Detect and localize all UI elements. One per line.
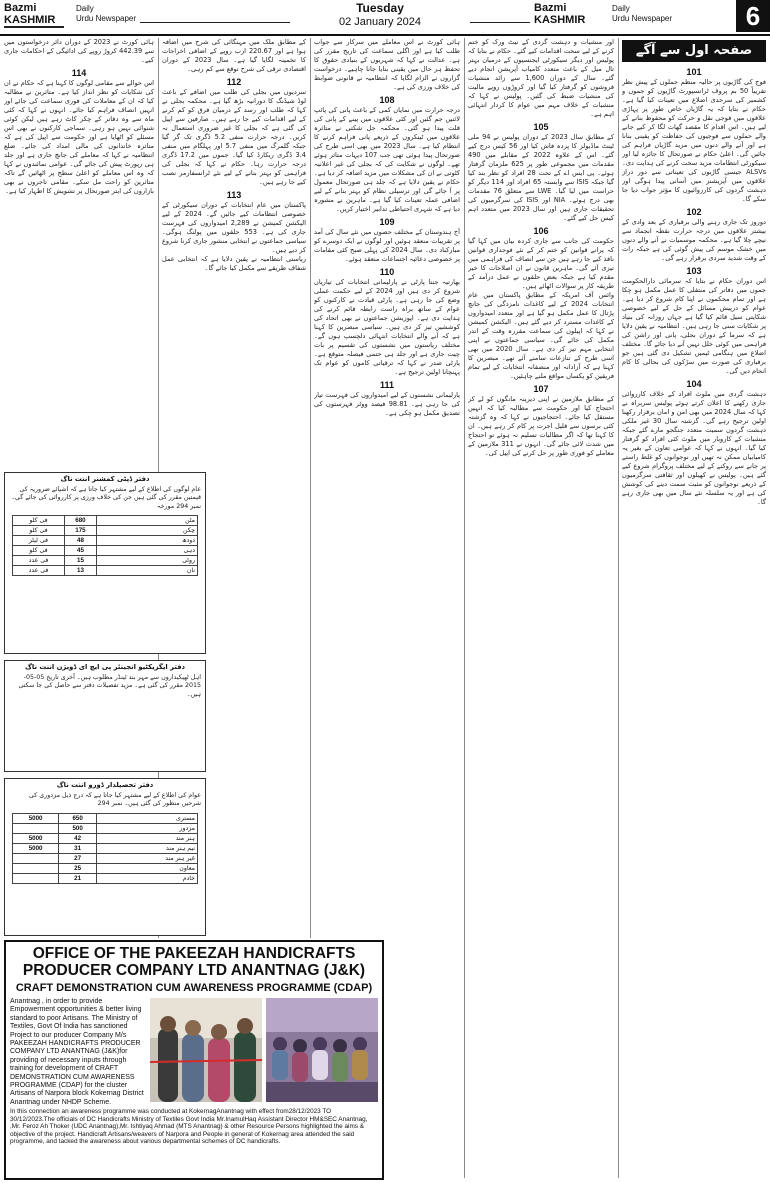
item-rate: 45 (64, 546, 96, 556)
article-number: 103 (686, 266, 702, 276)
column-divider (618, 38, 619, 1178)
table-row (13, 566, 198, 576)
article-continued (162, 255, 306, 273)
item-name: دودھ (97, 536, 198, 546)
left-sub-line1: Daily (76, 4, 94, 13)
item-unit: فی کلو (13, 516, 65, 526)
table-row (13, 536, 198, 546)
article-text: حکومت کی جانب سے جاری کردہ بیان میں کہا گیا کہ پرانے قوانین کو ختم کر کے نئے فوجداری قوانین نافذ کیے جا رہے ہیں جن سے انصاف کی فراہمی میں تیزی آئے گی۔ ماہرین قانون نے ان اصلاحات کا خیر مقدم کیا ہے جبکہ بعض حلقوں نے عمل درآمد کے طریقہ کار پر سوالات اٹھائے ہیں۔ (468, 237, 614, 290)
article-114 (4, 68, 154, 196)
article-102 (622, 207, 766, 263)
article-number: 102 (686, 207, 702, 217)
article-113 (162, 190, 306, 255)
article-number: 101 (686, 67, 702, 77)
ad-footer: In this connection an awareness programme was conducted at KokernagAnantnag with effect from28/12/2023 TO 30/12/2023.The officials of DC Handicrafts Ministry of Textiles Govt India Mr.InamulHaq Assistant Director HM&SEC Anantnag, ,Mr. Feroz Ah Thoker (UDC Anantnag),Mr. Ishtiyaq Ahmad (MTS Anantnag) & other Resource Persons highlighted the aims & objective of the project. Handicraft Artisans/weavers of Narpora and People in general of Kokernag area attended the said programme, and tacked the awareness about various departmental schemes of DC handicrafts. (10, 1108, 368, 1146)
left-header-rule (140, 22, 290, 23)
item-extra (13, 823, 59, 833)
right-logo (534, 2, 585, 26)
item-name: روٹی (97, 556, 198, 566)
item-name: ہنر مند (97, 833, 198, 843)
section-banner: صفحہ اول سے آگے (622, 40, 766, 62)
item-extra: 5000 (13, 843, 59, 853)
article-text: فوج کی گاڑیوں پر حالیہ منظم حملوں کے پیش نظر تقریباً 50 بم پروف ٹرانسپورٹ گاڑیوں کو جموں و کشمیر کی سرحدی اضلاع میں تعینات کیا گیا ہے۔ حکام نے بتایا کہ یہ گاڑیاں خاص طور پر پہاڑی علاقوں میں فوجی نقل و حرکت کو محفوظ بنانے کے لیے ہیں۔ اس اقدام کا مقصد گھات لگا کر کیے جانے والے حملوں سے فوجیوں کی حفاظت کو یقینی بنانا ہے اور آنے والے دنوں میں مزید گاڑیاں فراہم کی جائیں گی۔ اعلیٰ حکام نے صورتحال کا جائزہ لیا اور سیکورٹی انتظامات مزید سخت کرنے کی ہدایت دی۔ ALSVs جیسی گاڑیوں کی تعیناتی سے دور دراز علاقوں میں آپریشنز میں آسانی پیدا ہوگی اور دہشت گردوں کی کارروائیوں کا مؤثر جواب دیا جا سکے گا۔ (622, 78, 766, 203)
article-text: ہائی کورٹ نے اس معاملے میں سرکار سے جواب طلب کیا ہے اور اگلی سماعت کی تاریخ مقرر کی ہے۔ عدالت نے کہا کہ شہریوں کے بنیادی حقوق کا تحفظ ہر حال میں یقینی بنایا جانا چاہیے۔ درخواست گزاروں نے الزام لگایا کہ انتظامیہ نے قانونی ضوابط کی خلاف ورزی کی ہے۔ (314, 38, 460, 91)
left-logo-line1: Bazmi (4, 2, 37, 14)
item-unit: فی لیٹر (13, 536, 65, 546)
column-2 (468, 38, 614, 1178)
article-number: 107 (533, 384, 549, 394)
table-row (13, 556, 198, 566)
issue-day: Tuesday (356, 1, 404, 15)
item-rate: 42 (59, 833, 97, 843)
notice-title: دفتر تحصیلدار ڈورو اننت ناگ (56, 781, 154, 789)
article-text: بھارتیہ جنتا پارٹی نے پارلیمانی انتخابات کی تیاریاں شروع کر دی ہیں اور 2024 کے لیے حکمت عملی وضع کی جا رہی ہے۔ پارٹی قیادت نے کارکنوں کو عوام کے ساتھ براہ راست رابطہ قائم کرنے کی ہدایت دی ہے۔ اپوزیشن جماعتوں نے بھی اتحاد کی کوششیں تیز کر دی ہیں۔ سیاسی مبصرین کا کہنا ہے کہ آنے والے انتخابات انتہائی دلچسپ ہوں گے۔ مختلف ریاستوں میں نشستوں کی تقسیم پر بات چیت جاری ہے اور جلد ہی حتمی فیصلہ متوقع ہے۔ پارٹی صدر نے کہا کہ ترقیاتی کاموں کو عوام تک پہنچانا اولین ترجیح ہے۔ (314, 278, 460, 376)
notice-price-list (4, 472, 206, 654)
item-rate: 15 (64, 556, 96, 566)
item-name: نان (97, 566, 198, 576)
article-104 (622, 379, 766, 507)
article-text: اور منشیات و دہشت گردی کے نیٹ ورک کو ختم کرنے کے لیے سخت اقدامات کیے گئے۔ حکام نے بتایا کہ پولیس اور دیگر سیکورٹی ایجنسیوں کے درمیان بہتر تال میل کے باعث متعدد کامیاب آپریشن انجام دیے گئے۔ سال کے دوران 1,600 سے زائد منشیات فروشوں کو گرفتار کیا گیا اور کروڑوں روپے مالیت کی منشیات ضبط کی گئیں۔ پولیس نے کہا کہ منشیات کے خلاف مہم میں عوام کا کردار انتہائی اہم ہے۔ (468, 38, 614, 118)
right-subtitle (612, 4, 672, 24)
price-table (12, 515, 198, 576)
item-extra (13, 853, 59, 863)
article-number: 113 (226, 190, 242, 200)
article-text: دہشت گردی میں ملوث افراد کے خلاف کارروائی جاری رکھنے کا اعلان کرتے ہوئے پولیس سربراہ نے کہا کہ سال 2024 میں بھی امن و امان برقرار رکھنا اولین ترجیح رہے گی۔ گزشتہ سال 30 غیر ملکی دہشت گردوں سمیت متعدد جنگجو مارے گئے جبکہ منشیات کے کاروبار میں ملوث کئی افراد کو گرفتار کیا گیا۔ انہوں نے کہا کہ عوامی تعاون کے بغیر یہ کامیابیاں ممکن نہ تھیں اور نوجوانوں کو غلط راستے پر جانے سے روکنے کے لیے مختلف پروگرام شروع کیے گئے ہیں۔ پولیس نے کھیلوں اور ثقافتی سرگرمیوں کے ذریعے نوجوانوں کو مثبت سمت دینے کی کوشش کی ہے اور یہ سلسلہ نئے سال میں بھی جاری رہے گا۔ (622, 390, 766, 506)
article-number: 114 (71, 68, 87, 78)
article-number: 108 (379, 95, 395, 105)
ad-subtitle: CRAFT DEMONSTRATION CUM AWARENESS PROGRAMME (CDAP) (15, 982, 373, 994)
article-text: وائس آف امریکہ کے مطابق پاکستان میں عام انتخابات 2024 کے لیے کاغذات نامزدگی کی جانچ پڑتال کا عمل مکمل ہو گیا ہے اور متعدد امیدواروں کے کاغذات مسترد کر دیے گئے ہیں۔ الیکشن کمیشن نے کہا کہ اپیلوں کی سماعت مقررہ وقت کے اندر مکمل کی جائے گی۔ سیاسی جماعتوں نے اپنی انتخابی مہم تیز کر دی ہے۔ سال 2020 میں بھی اسی طرح کے تنازعات سامنے آئے تھے۔ مبصرین کا کہنا ہے کہ آزادانہ اور منصفانہ انتخابات کے لیے تمام فریقین کو یکساں مواقع ملنے چاہئیں۔ (468, 291, 614, 380)
item-extra: 5000 (13, 833, 59, 843)
table-row (13, 873, 198, 883)
notice-tender (4, 660, 206, 772)
article-101 (622, 67, 766, 204)
ad-title: OFFICE OF THE PAKEEZAH HANDICRAFTS PRODUCER COMPANY LTD ANANTNAG (J&K) (22, 945, 366, 979)
notice-body: عوام کی اطلاع کے لیے مشتہر کیا جاتا ہے کہ درج ذیل مزدوری کی شرحیں منظور کی گئی ہیں۔ نمبر 294 (29, 792, 201, 808)
column-1 (622, 64, 766, 1176)
article-number: 106 (533, 226, 549, 236)
item-unit: فی کلو (13, 546, 65, 556)
article-number: 111 (379, 380, 395, 390)
article-103 (622, 266, 766, 376)
item-extra (13, 873, 59, 883)
article-text: ریاستی انتظامیہ نے یقین دلایا ہے کہ انتخابی عمل شفاف طریقے سے مکمل کیا جائے گا۔ (162, 255, 306, 272)
right-sub-line1: Daily (612, 4, 630, 13)
table-row (13, 843, 198, 853)
item-rate: 680 (64, 516, 96, 526)
item-rate: 31 (59, 843, 97, 853)
article-112 (162, 77, 306, 187)
table-row (13, 546, 198, 556)
ad-photo-audience (266, 998, 378, 1102)
table-row (13, 853, 198, 863)
article-text: ہائی کورٹ نے 2023 کے دوران دائر درخواستوں میں سے 442.39 کروڑ روپے کی ادائیگی کے احکامات جاری کیے۔ (4, 38, 154, 64)
item-rate: 650 (59, 813, 97, 823)
article-text: کے مطابق ملک میں مہنگائی کی شرح میں اضافہ ہوا ہے اور 220.67 ارب روپے کے اضافی اخراجات کا تخمینہ لگایا گیا ہے۔ سال 2023 کے دوران اقتصادی ترقی کی شرح توقع سے کم رہی۔ (162, 38, 306, 73)
article-continued (314, 38, 460, 92)
article-text: اس دوران حکام نے بتایا کہ سرمائی دارالحکومت جموں میں دفاتر کی منتقلی کا عمل مکمل ہو چکا ہے اور تمام محکموں نے اپنا کام شروع کر دیا ہے۔ عوام کو درپیش مسائل کے حل کے لیے خصوصی شکایتی سیل قائم کیا گیا ہے جہاں روزانہ کی بنیاد پر شکایات سنی جا رہی ہیں۔ انتظامیہ نے یقین دلایا ہے کہ سرما کے دوران بجلی، پانی اور راشن کی فراہمی میں کوئی خلل نہیں آنے دیا جائے گا۔ مختلف اضلاع میں ہنگامی ٹیمیں تشکیل دی گئی ہیں جو برفباری کی صورت میں سڑکوں کی بحالی کا کام انجام دیں گی۔ (622, 277, 766, 375)
table-row (13, 833, 198, 843)
article-continued (468, 291, 614, 381)
item-name: خادم (97, 873, 198, 883)
item-name: مٹن (97, 516, 198, 526)
article-108 (314, 95, 460, 214)
column-divider (464, 38, 465, 1178)
article-text: کے مطابق سال 2023 کے دوران پولیس نے 94 ملی ٹینٹ ماڈیولز کا پردہ فاش کیا اور 56 کیس درج کیے گئے۔ اس کے علاوہ 2022 کے مقابلے میں 490 مقدمات میں مجموعی طور پر 625 ملزمان گرفتار ہوئے۔ پی ایس اے کے تحت 28 افراد کو نظر بند کیا گیا جبکہ ISIS سے وابستہ 65 افراد اور 114 دیگر کو حراست میں لیا گیا۔ LWE سے متعلق 76 مقدمات بھی درج ہوئے۔ NIA اور ISIS کی سرگرمیوں کی تحقیقات جاری ہیں اور سال 2023 میں متعدد اہم کیس حل کیے گئے۔ (468, 133, 614, 222)
article-text: کے مطابق ملازمین نے اپنی دیرینہ مانگوں کو لے کر احتجاج کیا اور حکومت سے مطالبہ کیا کہ انہیں مستقل کیا جائے۔ احتجاجیوں نے کہا کہ وہ گزشتہ کئی برسوں سے قلیل اجرت پر کام کر رہے ہیں۔ ان کا کہنا تھا کہ اگر مطالبات تسلیم نہ ہوئے تو احتجاج میں شدت لائی جائے گی۔ انہوں نے 311 ملازمین کے معاملے کو فوری طور پر حل کرنے کی اپیل کی۔ (468, 395, 614, 457)
item-extra: 5000 (13, 813, 59, 823)
right-logo-line2: KASHMIR (534, 14, 586, 26)
article-105 (468, 122, 614, 223)
article-continued (4, 38, 154, 65)
item-name: نیم ہنر مند (97, 843, 198, 853)
item-name: مستری (97, 813, 198, 823)
issue-date: 02 January 2024 (339, 16, 421, 28)
item-unit: فی کلو (13, 526, 65, 536)
table-row (13, 823, 198, 833)
item-rate: 500 (59, 823, 97, 833)
handicrafts-advertisement (4, 940, 384, 1180)
article-text: اس حوالے سے مقامی لوگوں کا کہنا ہے کہ حکام نے ان کی شکایات کو نظر انداز کیا ہے۔ متاثرین نے مطالبہ کیا کہ ان کے معاملات کی فوری سماعت کی جائے اور انہیں انصاف فراہم کیا جائے۔ انہوں نے کہا کہ کئی ماہ سے وہ دفاتر کے چکر کاٹ رہے ہیں لیکن کوئی شنوائی نہیں ہو رہی۔ سماجی کارکنوں نے بھی اس مسئلے کو اٹھایا ہے اور حکومت سے اپیل کی ہے کہ متاثرہ خاندانوں کی مالی امداد کی جائے۔ ضلع انتظامیہ نے کہا کہ معاملے کی جانچ جاری ہے اور جلد ہی رپورٹ پیش کی جائے گی۔ عوامی نمائندوں نے کہا کہ وہ اس معاملے کو اعلیٰ سطح پر اٹھائیں گے تاکہ متاثرین کو راحت مل سکے۔ مقامی تاجروں نے بھی بازاروں کی ابتر صورتحال پر تشویش کا اظہار کیا ہے۔ (4, 79, 154, 195)
right-header-rule (470, 22, 530, 23)
article-text: دوروز تک جاری رہنے والی برفباری کے بعد وادی کے بیشتر علاقوں میں درجہ حرارت نقطہ انجماد سے نیچے چلا گیا ہے۔ محکمہ موسمیات نے آنے والے دنوں میں خشک موسم کی پیش گوئی کی ہے جبکہ رات کے وقت شدید سردی برقرار رہے گی۔ (622, 218, 766, 262)
item-rate: 27 (59, 853, 97, 863)
article-107 (468, 384, 614, 458)
left-logo-line2: KASHMIR (4, 14, 56, 26)
article-number: 109 (379, 217, 395, 227)
right-logo-line1: Bazmi (534, 2, 567, 14)
article-109 (314, 217, 460, 264)
item-name: غیر ہنر مند (97, 853, 198, 863)
item-name: مزدور (97, 823, 198, 833)
article-text: درجہ حرارت میں نمایاں کمی کے باعث پانی کی پائپ لائنیں جم گئیں اور کئی علاقوں میں پینے کے پانی کی قلت پیدا ہو گئی۔ محکمہ جل شکتی نے متاثرہ علاقوں میں ٹینکروں کے ذریعے پانی فراہم کرنے کا انتظام کیا ہے۔ سال 2023 میں بھی اسی طرح کی صورتحال پیدا ہوئی تھی جب 107 دیہات متاثر ہوئے تھے۔ لوگوں نے شکایت کی کہ بجلی کی غیر اعلانیہ کٹوتی نے ان کی مشکلات میں مزید اضافہ کر دیا ہے۔ حکام نے یقین دلایا ہے کہ جلد ہی صورتحال معمول پر آ جائے گی اور ترسیلی نظام کو بہتر بنانے کے لیے اضافی عملہ تعینات کیا گیا ہے۔ ماہرین نے مشورہ دیا ہے کہ شہری احتیاطی تدابیر اختیار کریں۔ (314, 106, 460, 213)
article-continued (162, 38, 306, 74)
item-name: چکن (97, 526, 198, 536)
item-rate: 175 (64, 526, 96, 536)
notice-wage-rates (4, 778, 206, 936)
item-rate: 25 (59, 863, 97, 873)
ad-body: Anantnag , in order to provide Empowerment opportunities & better living standard to poor Artisans. The Ministry of Textiles, Govt Of India has sanctioned Project to our producer Company M/s PAKEEZAH HANDICRAFTS PRODUCER COMPANY LTD ANANTNAG (J&K)for providing of necessary inputs through training for development of CRAFT DEMONSTRATION CUM AWARENESS PROGRAMME (CDAP) for the cluster Artisans of Narpora block Kokernag District Anantnag under NHDP Scheme. (10, 998, 144, 1106)
column-divider (310, 38, 311, 938)
article-text: پارلیمانی نشستوں کے لیے امیدواروں کی فہرست تیار کی جا رہی ہے۔ 98.81 فیصد ووٹر فہرستوں کی تصدیق مکمل ہو چکی ہے۔ (314, 391, 460, 417)
item-rate: 48 (64, 536, 96, 546)
right-sub-line2: Urdu Newspaper (612, 14, 673, 23)
item-extra (13, 863, 59, 873)
item-unit: فی عدد (13, 566, 65, 576)
article-text: سردیوں میں بجلی کی طلب میں اضافے کے باعث لوڈ شیڈنگ کا دورانیہ بڑھ گیا ہے۔ محکمہ بجلی نے کہا کہ طلب اور رسد کے درمیان فرق کو کم کرنے کے لیے اقدامات کیے جا رہے ہیں۔ صارفین سے اپیل کی گئی ہے کہ بجلی کا غیر ضروری استعمال نہ کریں۔ درجہ حرارت منفی 5.2 ڈگری تک گر گیا جبکہ گلمرگ میں منفی 5.7 اور پہلگام میں منفی 3.4 ڈگری ریکارڈ کیا گیا۔ جموں میں 17.2 ڈگری درجہ حرارت رہا۔ حکام نے کہا کہ بجلی کی فراہمی کو بہتر بنانے کے لیے نئے ٹرانسفارمر نصب کیے جا رہے ہیں۔ (162, 88, 306, 186)
article-106 (468, 226, 614, 291)
notice-title: دفتر ڈپٹی کمشنر اننت ناگ (60, 475, 150, 483)
item-name: معاون (97, 863, 198, 873)
article-number: 105 (533, 122, 549, 132)
table-row (13, 813, 198, 823)
article-number: 110 (379, 267, 395, 277)
notice-title: دفتر ایگزیکٹیو انجینئر پی ایچ ای ڈویژن اننت ناگ (24, 663, 186, 671)
article-111 (314, 380, 460, 418)
header-divider (0, 34, 770, 36)
item-unit: فی عدد (13, 556, 65, 566)
table-row (13, 863, 198, 873)
ad-photo-ribbon-cutting (150, 998, 262, 1102)
article-number: 104 (686, 379, 702, 389)
page-number: 6 (736, 0, 770, 32)
table-row (13, 526, 198, 536)
masthead (0, 0, 770, 34)
article-continued (468, 38, 614, 119)
article-text: آج ہندوستان کے مختلف حصوں میں نئے سال کی آمد پر تقریبات منعقد ہوئیں اور لوگوں نے ایک دوسرے کو مبارکباد دی۔ سال 2024 کی پہلی صبح کئی مقامات پر خصوصی دعائیہ اجتماعات منعقد ہوئے۔ (314, 228, 460, 263)
article-text: پاکستان میں عام انتخابات کے دوران سیکورٹی کے خصوصی انتظامات کیے جائیں گے۔ 2024 کے لیے الیکشن کمیشن نے 2,289 امیدواروں کی فہرست جاری کی ہے۔ 553 حلقوں میں پولنگ ہوگی۔ سیاسی جماعتوں نے انتخابی منشور جاری کرنا شروع کر دیے ہیں۔ (162, 201, 306, 254)
notice-body: اہل ٹھیکیداروں سے مہر بند ٹینڈر مطلوب ہیں۔ آخری تاریخ 05-05-2015 مقرر کی گئی ہے۔ مزید تفصیلات دفتر سے حاصل کی جا سکتی ہیں۔ (18, 674, 201, 698)
left-subtitle (76, 4, 136, 24)
table-row (13, 516, 198, 526)
item-rate: 13 (64, 566, 96, 576)
notice-body: عام لوگوں کی اطلاع کے لیے مشتہر کیا جاتا ہے کہ اشیائے ضروریہ کی قیمتیں مقرر کی گئی ہیں جن کی خلاف ورزی پر کارروائی کی جائے گی۔ نمبر 294 مورخہ (11, 486, 201, 510)
item-name: دہی (97, 546, 198, 556)
left-logo (4, 2, 55, 26)
column-5 (4, 38, 154, 462)
wage-table (12, 813, 198, 884)
item-rate: 21 (59, 873, 97, 883)
left-sub-line2: Urdu Newspaper (76, 14, 137, 23)
article-number: 112 (226, 77, 242, 87)
article-110 (314, 267, 460, 377)
left-logo-rule (4, 26, 64, 28)
